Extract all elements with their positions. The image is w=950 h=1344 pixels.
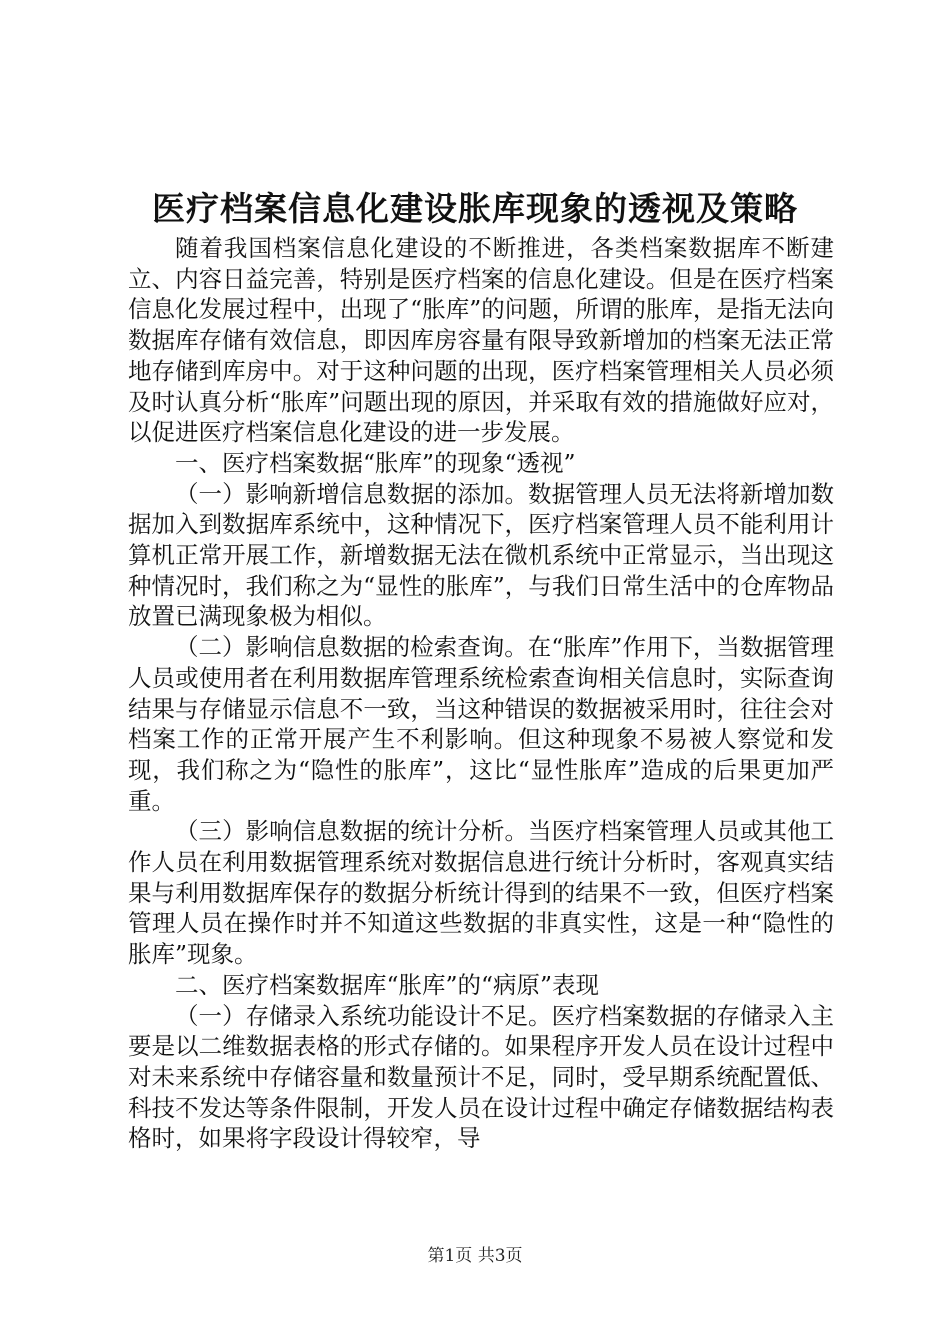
page-footer: 第1页 共3页: [427, 1246, 523, 1266]
paragraph-1-1: （一）影响新增信息数据的添加。数据管理人员无法将新增加数据加入到数据库系统中，这种情况下，医疗档案管理人员不能利用计算机正常开展工作，新增数据无法在微机系统中正常显示，当出现这种情况时，我们称之为“显性的胀库”，与我们日常生活中的仓库物品放置已满现象极为相似。: [128, 479, 834, 631]
section-heading-1: 一、医疗档案数据“胀库”的现象“透视”: [175, 448, 576, 477]
document-title: 医疗档案信息化建设胀库现象的透视及策略: [152, 189, 798, 228]
paragraph-1-2: （二）影响信息数据的检索查询。在“胀库”作用下，当数据管理人员或使用者在利用数据库管理系统检索查询相关信息时，实际查询结果与存储显示信息不一致，当这种错误的数据被采用时，往往会对档案工作的正常开展产生不利影响。但这种现象不易被人察觉和发现，我们称之为“隐性的胀库”，这比“显性胀库”造成的后果更加严重。: [128, 633, 834, 815]
paragraph-1-3: （三）影响信息数据的统计分析。当医疗档案管理人员或其他工作人员在利用数据管理系统对数据信息进行统计分析时，客观真实结果与利用数据库保存的数据分析统计得到的结果不一致，但医疗档案管理人员在操作时并不知道这些数据的非真实性，这是一种“隐性的胀库”现象。: [128, 817, 834, 969]
document-body: [128, 233, 834, 1154]
paragraph-intro: 随着我国档案信息化建设的不断推进，各类档案数据库不断建立、内容日益完善，特别是医疗档案的信息化建设。但是在医疗档案信息化发展过程中，出现了“胀库”的问题，所谓的胀库，是指无法向数据库存储有效信息，即因库房容量有限导致新增加的档案无法正常地存储到库房中。对于这种问题的出现，医疗档案管理相关人员必须及时认真分析“胀库”问题出现的原因，并采取有效的措施做好应对，以促进医疗档案信息化建设的进一步发展。: [128, 234, 834, 447]
section-heading-2: 二、医疗档案数据库“胀库”的“病原”表现: [175, 970, 600, 999]
paragraph-2-1: （一）存储录入系统功能设计不足。医疗档案数据的存储录入主要是以二维数据表格的形式存储的。如果程序开发人员在设计过程中对未来系统中存储容量和数量预计不足，同时，受早期系统配置低、科技不发达等条件限制，开发人员在设计过程中确定存储数据结构表格时，如果将字段设计得较窄，导: [128, 1001, 834, 1153]
